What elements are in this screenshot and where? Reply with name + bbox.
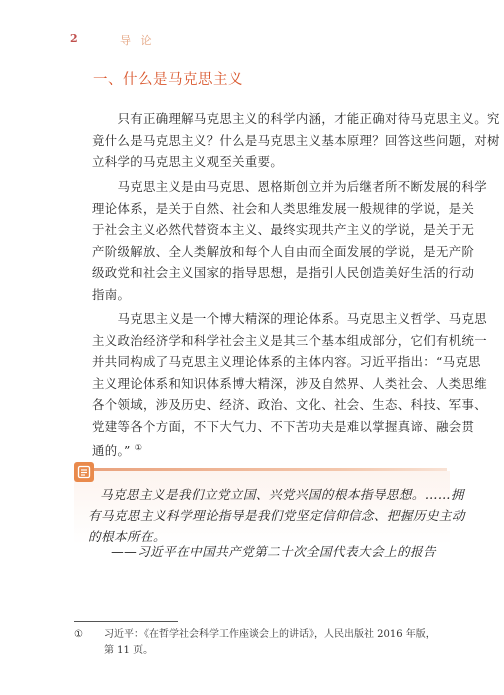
paragraph-line: 主义政治经济学和科学社会主义是其三个基本组成部分，它们有机统一	[92, 332, 487, 348]
paragraph-1	[92, 108, 500, 173]
paragraph-line: 立科学的马克思主义观至关重要。	[92, 154, 284, 169]
quote-source: ——习近平在中国共产党第二十次全国代表大会上的报告	[111, 544, 436, 559]
footnote-number: ①	[74, 629, 83, 640]
paragraph-line: 级政党和社会主义国家的指导思想，是指引人民创造美好生活的行动	[92, 265, 475, 280]
paragraph-line: 各个领域，涉及历史、经济、政治、文化、社会、生态、科技、军事、	[92, 397, 487, 412]
quote-top-rule	[91, 468, 447, 471]
footnote-divider	[74, 621, 178, 622]
quote-text	[88, 484, 465, 547]
paragraph-2	[92, 176, 487, 305]
section-title: 一、什么是马克思主义	[93, 72, 243, 88]
paragraph-line: 只有正确理解马克思主义的科学内涵，才能正确对待马克思主义。究	[92, 111, 500, 126]
paragraph-line: 党建等各个方面，不下大气力、不下苦功夫是难以掌握真谛、融会贯	[92, 418, 475, 434]
quote-icon	[74, 462, 94, 482]
paragraph-line: 并共同构成了马克思主义理论体系的主体内容。习近平指出：“马克思	[92, 354, 481, 369]
footnote-reference[interactable]: ①	[134, 443, 143, 452]
page-number: 2	[70, 32, 78, 45]
paragraph-line: 竟什么是马克思主义？什么是马克思主义基本原理？回答这些问题，对树	[92, 132, 500, 148]
footnote-line: 第 11 页。	[104, 645, 154, 656]
paragraph-line: 主义理论体系和知识体系博大精深，涉及自然界、人类社会、人类思维	[92, 375, 487, 391]
quote-line: 马克思主义是我们立党立国、兴党兴国的根本指导思想。……拥	[100, 487, 464, 502]
footnote-body	[104, 627, 434, 659]
paragraph-3	[92, 308, 487, 462]
paragraph-line-text: 通的。”	[92, 443, 131, 459]
paragraph-line: 于社会主义必然代替资本主义、最终实现共产主义的学说，是关于无	[92, 222, 475, 237]
quote-line: 的根本所在。	[88, 529, 166, 544]
paragraph-line: 产阶级解放、全人类解放和每个人自由而全面发展的学说，是无产阶	[92, 243, 475, 259]
paragraph-line: 理论体系，是关于自然、社会和人类思维发展一般规律的学说，是关	[92, 200, 475, 216]
paragraph-line: 马克思主义是一个博大精深的理论体系。马克思主义哲学、马克思	[92, 311, 487, 326]
quote-line: 有马克思主义科学理论指导是我们党坚定信仰信念、把握历史主动	[88, 508, 465, 523]
speech-icon	[77, 465, 91, 479]
running-head: 导 论	[120, 34, 155, 47]
paragraph-line: 马克思主义是由马克思、恩格斯创立并为后继者所不断发展的科学	[92, 179, 487, 194]
paragraph-last-line	[92, 437, 428, 462]
paragraph-line: 指南。	[92, 286, 131, 302]
quote-box	[74, 462, 465, 569]
footnote-line: 习近平：《在哲学社会科学工作座谈会上的讲话》，人民出版社 2016 年版，	[104, 629, 436, 640]
